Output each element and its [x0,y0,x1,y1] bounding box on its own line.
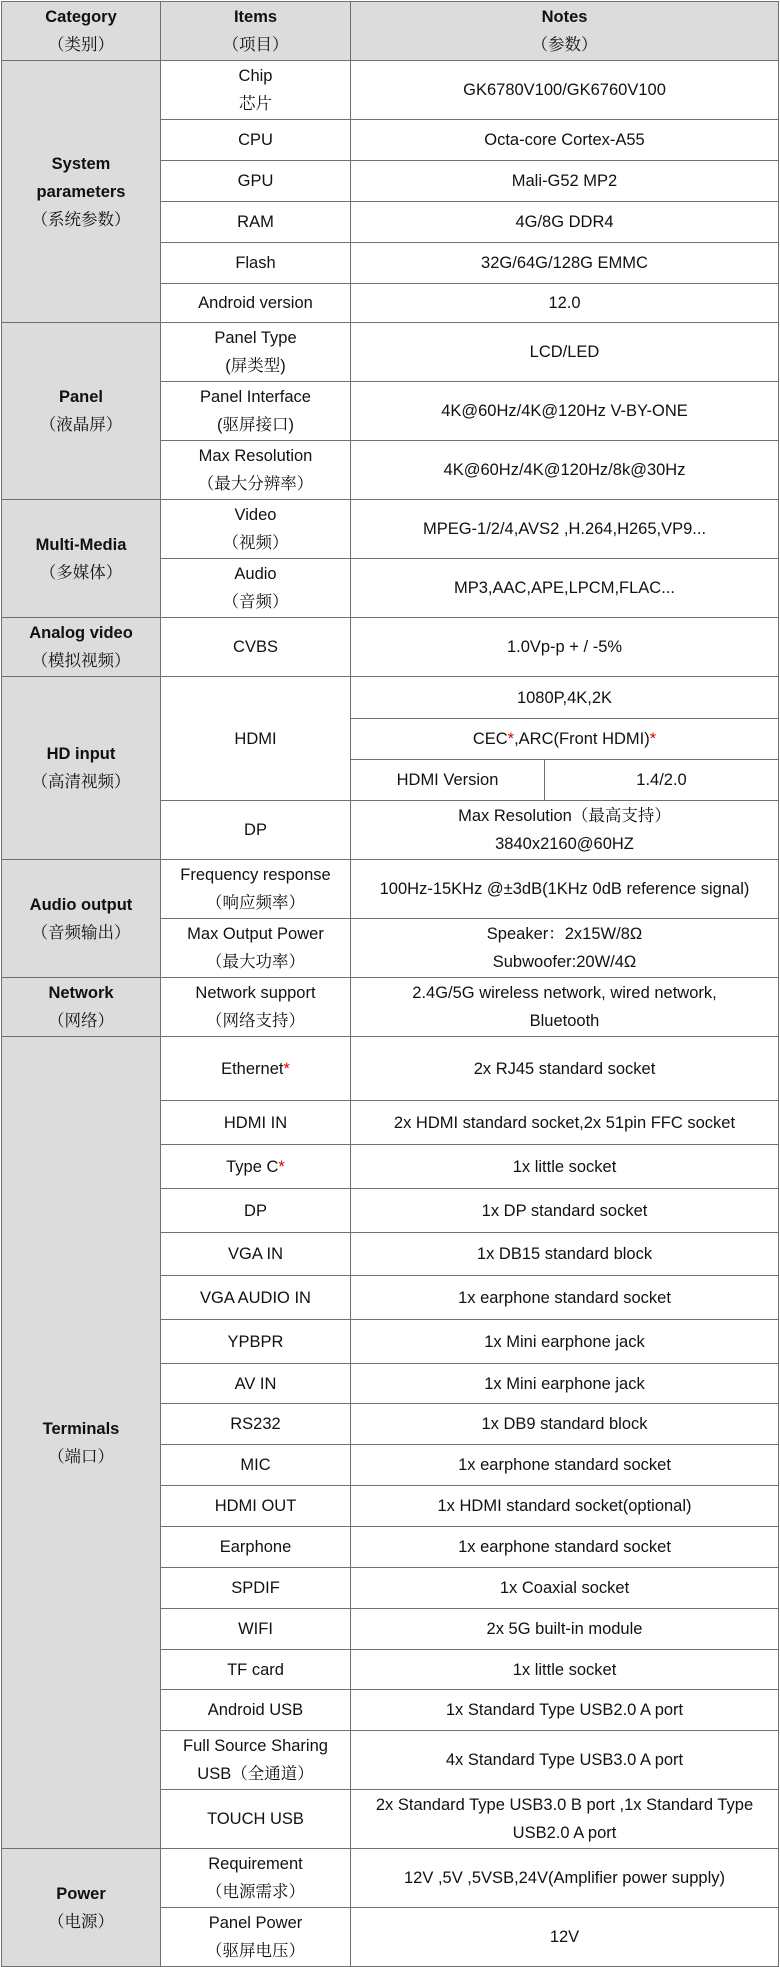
note-ethernet: 2x RJ45 standard socket [351,1037,779,1101]
note-full-source-usb: 4x Standard Type USB3.0 A port [351,1731,779,1790]
note-frequency-response: 100Hz-15KHz @±3dB(1KHz 0dB reference signal) [351,860,779,919]
category-terminals: Terminals （端口） [2,1037,161,1849]
note-cvbs: 1.0Vp-p + / -5% [351,618,779,677]
table-row [2,323,779,382]
note-android-version: 12.0 [351,284,779,323]
hdmi-version-label: HDMI Version [351,760,545,801]
note-chip: GK6780V100/GK6760V100 [351,61,779,120]
note-gpu: Mali-G52 MP2 [351,161,779,202]
item-flash: Flash [161,243,351,284]
item-spdif: SPDIF [161,1568,351,1609]
note-vga-audio-in: 1x earphone standard socket [351,1276,779,1320]
item-android-version: Android version [161,284,351,323]
note-av-in: 1x Mini earphone jack [351,1364,779,1404]
note-mic: 1x earphone standard socket [351,1445,779,1486]
item-android-usb: Android USB [161,1690,351,1731]
header-items: Items （项目） [161,2,351,61]
item-earphone: Earphone [161,1527,351,1568]
category-system: System parameters （系统参数） [2,61,161,323]
item-network-support: Network support （网络支持） [161,978,351,1037]
item-mic: MIC [161,1445,351,1486]
note-hdmi-cec-arc: CEC*,ARC(Front HDMI)* [351,719,779,760]
category-hd-input: HD input （高清视频） [2,677,161,860]
note-spdif: 1x Coaxial socket [351,1568,779,1609]
item-max-resolution: Max Resolution （最大分辨率） [161,441,351,500]
item-cpu: CPU [161,120,351,161]
item-type-c: Type C* [161,1145,351,1189]
note-rs232: 1x DB9 standard block [351,1404,779,1445]
note-touch-usb: 2x Standard Type USB3.0 B port ,1x Standard Type USB2.0 A port [351,1790,779,1849]
note-ram: 4G/8G DDR4 [351,202,779,243]
table-row [2,860,779,919]
table-row [2,500,779,559]
note-hdmi-in: 2x HDMI standard socket,2x 51pin FFC socket [351,1101,779,1145]
item-frequency-response: Frequency response （响应频率） [161,860,351,919]
item-panel-power: Panel Power （驱屏电压） [161,1908,351,1967]
required-asterisk: * [278,1157,285,1176]
note-vga-in: 1x DB15 standard block [351,1233,779,1276]
note-panel-interface: 4K@60Hz/4K@120Hz V-BY-ONE [351,382,779,441]
header-category: Category （类别） [2,2,161,61]
note-network-support: 2.4G/5G wireless network, wired network, Bluetooth [351,978,779,1037]
note-audio: MP3,AAC,APE,LPCM,FLAC... [351,559,779,618]
spec-table [1,1,779,1967]
category-panel: Panel （液晶屏） [2,323,161,500]
item-vga-in: VGA IN [161,1233,351,1276]
required-asterisk: * [649,730,657,748]
note-dp: Max Resolution（最高支持） 3840x2160@60HZ [351,801,779,860]
item-ram: RAM [161,202,351,243]
category-audio-output: Audio output （音频输出） [2,860,161,978]
item-video: Video （视频） [161,500,351,559]
required-asterisk: * [507,730,515,748]
header-notes: Notes （参数） [351,2,779,61]
category-power: Power （电源） [2,1849,161,1967]
note-max-output-power: Speaker：2x15W/8Ω Subwoofer:20W/4Ω [351,919,779,978]
note-hdmi-out: 1x HDMI standard socket(optional) [351,1486,779,1527]
item-panel-interface: Panel Interface (驱屏接口) [161,382,351,441]
table-row [2,677,779,719]
item-vga-audio-in: VGA AUDIO IN [161,1276,351,1320]
item-gpu: GPU [161,161,351,202]
note-wifi: 2x 5G built-in module [351,1609,779,1650]
item-tf-card: TF card [161,1650,351,1690]
item-touch-usb: TOUCH USB [161,1790,351,1849]
item-dp-terminal: DP [161,1189,351,1233]
category-analog-video: Analog video （模拟视频） [2,618,161,677]
item-hdmi-in: HDMI IN [161,1101,351,1145]
table-row [2,61,779,120]
category-network: Network （网络） [2,978,161,1037]
note-dp-terminal: 1x DP standard socket [351,1189,779,1233]
item-av-in: AV IN [161,1364,351,1404]
item-cvbs: CVBS [161,618,351,677]
item-audio: Audio （音频） [161,559,351,618]
required-asterisk: * [283,1059,290,1078]
item-chip: Chip 芯片 [161,61,351,120]
hdmi-version-value: 1.4/2.0 [545,760,779,801]
note-panel-type: LCD/LED [351,323,779,382]
note-ypbpr: 1x Mini earphone jack [351,1320,779,1364]
item-ypbpr: YPBPR [161,1320,351,1364]
note-panel-power: 12V [351,1908,779,1967]
note-android-usb: 1x Standard Type USB2.0 A port [351,1690,779,1731]
item-hdmi: HDMI [161,677,351,801]
item-full-source-usb: Full Source Sharing USB（全通道） [161,1731,351,1790]
header-row [2,2,779,61]
table-row [2,1037,779,1101]
item-max-output-power: Max Output Power （最大功率） [161,919,351,978]
table-row [2,618,779,677]
item-hdmi-out: HDMI OUT [161,1486,351,1527]
note-max-resolution: 4K@60Hz/4K@120Hz/8k@30Hz [351,441,779,500]
item-ethernet: Ethernet* [161,1037,351,1101]
note-video: MPEG-1/2/4,AVS2 ,H.264,H265,VP9... [351,500,779,559]
note-hdmi-formats: 1080P,4K,2K [351,677,779,719]
note-cpu: Octa-core Cortex-A55 [351,120,779,161]
item-panel-type: Panel Type (屏类型) [161,323,351,382]
item-requirement: Requirement （电源需求） [161,1849,351,1908]
note-earphone: 1x earphone standard socket [351,1527,779,1568]
note-type-c: 1x little socket [351,1145,779,1189]
note-flash: 32G/64G/128G EMMC [351,243,779,284]
item-rs232: RS232 [161,1404,351,1445]
item-dp: DP [161,801,351,860]
table-row [2,978,779,1037]
item-wifi: WIFI [161,1609,351,1650]
note-requirement: 12V ,5V ,5VSB,24V(Amplifier power supply) [351,1849,779,1908]
category-multimedia: Multi-Media （多媒体） [2,500,161,618]
note-tf-card: 1x little socket [351,1650,779,1690]
table-row [2,1849,779,1908]
